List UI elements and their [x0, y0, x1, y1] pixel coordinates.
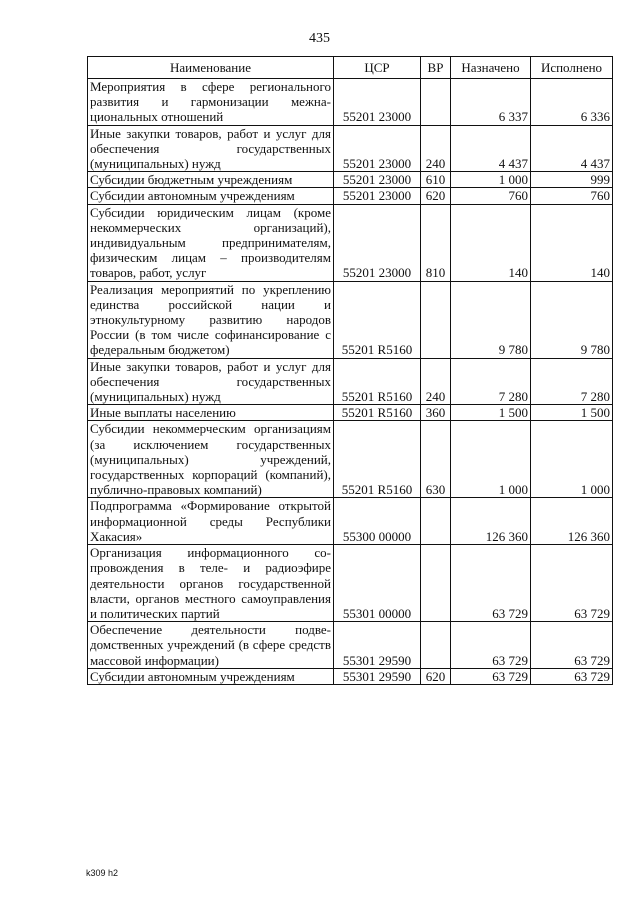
row-csr: 55201 23000 — [334, 172, 421, 188]
row-vr: 620 — [421, 188, 451, 204]
table-row — [88, 125, 613, 172]
row-csr: 55301 00000 — [334, 545, 421, 622]
row-vr — [421, 79, 451, 126]
row-assigned: 63 729 — [451, 622, 531, 669]
row-executed: 63 729 — [531, 668, 613, 684]
table-row — [88, 498, 613, 545]
row-name: Мероприятия в сфере регионального развития и гармонизации межнациональных отношений — [88, 79, 334, 126]
table-row — [88, 358, 613, 405]
row-assigned: 760 — [451, 188, 531, 204]
row-csr: 55301 29590 — [334, 622, 421, 669]
row-executed: 1 000 — [531, 421, 613, 498]
row-name: Подпрограмма «Формирование открытой информационной среды Республики Хакасия» — [88, 498, 334, 545]
row-name: Субсидии автономным учреждениям — [88, 668, 334, 684]
row-vr — [421, 281, 451, 358]
table-row — [88, 188, 613, 204]
row-csr: 55201 R5160 — [334, 421, 421, 498]
row-vr — [421, 622, 451, 669]
row-vr: 240 — [421, 125, 451, 172]
row-vr: 630 — [421, 421, 451, 498]
row-csr: 55201 R5160 — [334, 405, 421, 421]
row-name: Субсидии некоммерческим организациям (за исключением государственных (муниципальных) учреждений, государственных корпораций (компаний), публично-правовых компаний) — [88, 421, 334, 498]
row-name: Субсидии автономным учреждениям — [88, 188, 334, 204]
table-row — [88, 405, 613, 421]
header-vr: ВР — [421, 57, 451, 79]
row-name: Организация информационного сопровождения в теле- и радиоэфире деятельности органов государственной власти, органов местного самоуправления и политических партий — [88, 545, 334, 622]
row-name: Иные закупки товаров, работ и услуг для обеспечения государственных (муниципальных) нужд — [88, 358, 334, 405]
row-executed: 63 729 — [531, 622, 613, 669]
row-csr: 55201 23000 — [334, 79, 421, 126]
table-row — [88, 421, 613, 498]
row-vr: 610 — [421, 172, 451, 188]
row-csr: 55201 23000 — [334, 125, 421, 172]
row-assigned: 1 000 — [451, 421, 531, 498]
budget-table — [87, 56, 613, 685]
row-name: Иные закупки товаров, работ и услуг для обеспечения государственных (муниципальных) нужд — [88, 125, 334, 172]
header-assigned: Назначено — [451, 57, 531, 79]
row-csr: 55300 00000 — [334, 498, 421, 545]
row-assigned: 63 729 — [451, 668, 531, 684]
row-executed: 9 780 — [531, 281, 613, 358]
table-row — [88, 79, 613, 126]
header-executed: Исполнено — [531, 57, 613, 79]
row-executed: 140 — [531, 204, 613, 281]
row-assigned: 4 437 — [451, 125, 531, 172]
row-assigned: 126 360 — [451, 498, 531, 545]
row-vr: 360 — [421, 405, 451, 421]
row-name: Реализация мероприятий по укреплению единства российской нации и этнокультурному развитию народов России (в том числе софинансирование с федеральным бюджетом) — [88, 281, 334, 358]
row-executed: 4 437 — [531, 125, 613, 172]
row-name: Субсидии бюджетным учреждениям — [88, 172, 334, 188]
row-assigned: 1 500 — [451, 405, 531, 421]
table-row — [88, 545, 613, 622]
table-row — [88, 281, 613, 358]
row-executed: 63 729 — [531, 545, 613, 622]
header-csr: ЦСР — [334, 57, 421, 79]
row-executed: 126 360 — [531, 498, 613, 545]
row-csr: 55201 R5160 — [334, 358, 421, 405]
row-csr: 55301 29590 — [334, 668, 421, 684]
row-assigned: 63 729 — [451, 545, 531, 622]
row-assigned: 140 — [451, 204, 531, 281]
row-name: Обеспечение деятельности подведомственных учреждений (в сфере средств массовой информации) — [88, 622, 334, 669]
row-vr — [421, 498, 451, 545]
row-executed: 6 336 — [531, 79, 613, 126]
row-csr: 55201 23000 — [334, 204, 421, 281]
row-name: Иные выплаты населению — [88, 405, 334, 421]
table-row — [88, 204, 613, 281]
table-row — [88, 668, 613, 684]
row-csr: 55201 23000 — [334, 188, 421, 204]
row-assigned: 6 337 — [451, 79, 531, 126]
footer-code: k309 h2 — [86, 868, 119, 878]
table-header-row — [88, 57, 613, 79]
row-executed: 760 — [531, 188, 613, 204]
table-row — [88, 622, 613, 669]
row-assigned: 9 780 — [451, 281, 531, 358]
row-assigned: 1 000 — [451, 172, 531, 188]
page-number: 435 — [309, 31, 330, 46]
row-vr: 810 — [421, 204, 451, 281]
row-executed: 1 500 — [531, 405, 613, 421]
row-vr — [421, 545, 451, 622]
row-vr: 240 — [421, 358, 451, 405]
row-executed: 7 280 — [531, 358, 613, 405]
row-executed: 999 — [531, 172, 613, 188]
row-csr: 55201 R5160 — [334, 281, 421, 358]
row-assigned: 7 280 — [451, 358, 531, 405]
row-name: Субсидии юридическим лицам (кроме некоммерческих организаций), индивидуальным предпринимателям, физическим лицам – производителям товаров, работ, услуг — [88, 204, 334, 281]
header-name: Наименование — [88, 57, 334, 79]
row-vr: 620 — [421, 668, 451, 684]
table-row — [88, 172, 613, 188]
